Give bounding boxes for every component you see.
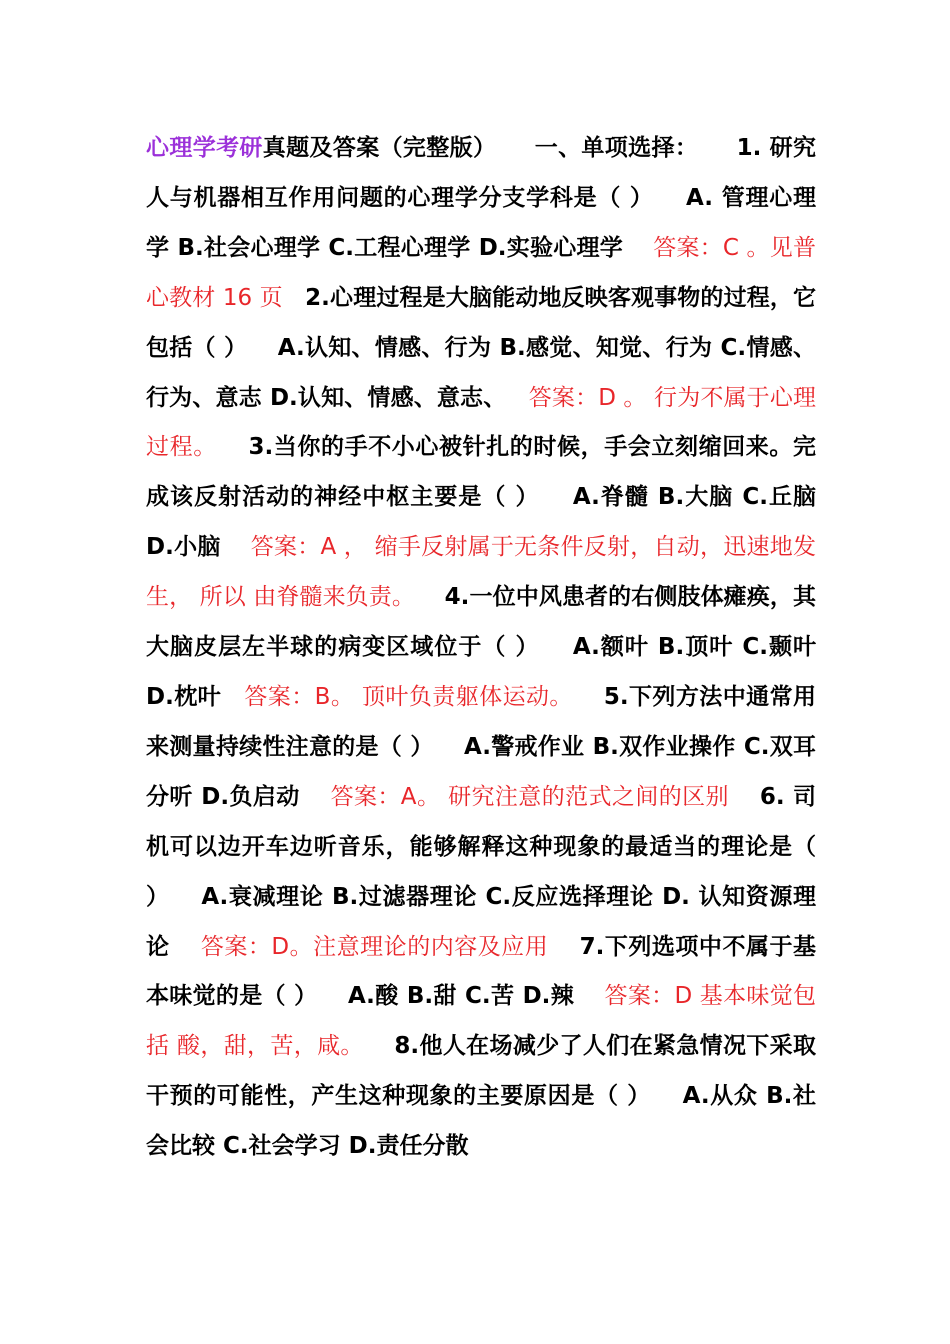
question-8-options: A.从众 B.社会比较 C.社会学习 D.责任分散 [146, 1083, 816, 1160]
question-2-answer: 答案：D 。 行为不属于心理过程。 [146, 384, 816, 461]
question-7-options: A.酸 B.甜 C.苦 D.辣 [347, 983, 575, 1010]
question-6-text: 6. 司机可以边开车边听音乐，能够解释这种现象的最适当的理论是（ ） [146, 783, 816, 910]
question-4-text: 4.一位中风患者的右侧肢体瘫痪，其大脑皮层左半球的病变区域位于（ ） [146, 584, 816, 661]
section-heading: 一、单项选择： [534, 135, 699, 161]
question-7-text: 7.下列选项中不属于基本味觉的是（ ） [146, 933, 816, 1010]
question-6-options: A.衰减理论 B.过滤器理论 C.反应选择理论 D. 认知资源理论 [146, 883, 816, 960]
title-highlight: 心理学考研 [146, 135, 263, 161]
document-body [146, 124, 816, 1172]
question-5-text: 5.下列方法中通常用来测量持续性注意的是（ ） [146, 683, 816, 760]
question-1-text: 1. 研究人与机器相互作用问题的心理学分支学科是（ ） [146, 135, 817, 211]
question-3-text: 3.当你的手不小心被针扎的时候，手会立刻缩回来。完成该反射活动的神经中枢主要是（ ） [146, 434, 817, 511]
question-8-text: 8.他人在场减少了人们在紧急情况下采取干预的可能性，产生这种现象的主要原因是（ ） [146, 1033, 816, 1110]
question-5-answer: 答案：A。 研究注意的范式之间的区别 [330, 783, 729, 810]
question-5-options: A.警戒作业 B.双作业操作 C.双耳分听 D.负启动 [146, 733, 816, 810]
question-6-answer: 答案：D。注意理论的内容及应用 [200, 933, 549, 960]
question-2-options: A.认知、情感、行为 B.感觉、知觉、行为 C.情感、行为、意志 D.认知、情感、意志、 [146, 334, 816, 411]
question-1-answer: 答案：C 。见普心教材 16 页 [146, 234, 816, 311]
question-2-text: 2.心理过程是大脑能动地反映客观事物的过程，它包括（ ） [146, 284, 817, 361]
document-title: 真题及答案（完整版） [262, 135, 497, 161]
question-4-options: A.额叶 B.顶叶 C.颞叶 D.枕叶 [146, 634, 816, 710]
question-1-options: A. 管理心理学 B.社会心理学 C.工程心理学 D.实验心理学 [146, 184, 816, 261]
question-3-options: A.脊髓 B.大脑 C.丘脑 D.小脑 [146, 484, 816, 561]
question-4-answer: 答案：B。 顶叶负责躯体运动。 [244, 683, 573, 710]
question-3-answer: 答案：A ， 缩手反射属于无条件反射，自动，迅速地发生， 所以 由脊髓来负责。 [146, 534, 816, 611]
question-7-answer: 答案：D 基本味觉包括 酸，甜，苦，咸。 [146, 983, 817, 1060]
